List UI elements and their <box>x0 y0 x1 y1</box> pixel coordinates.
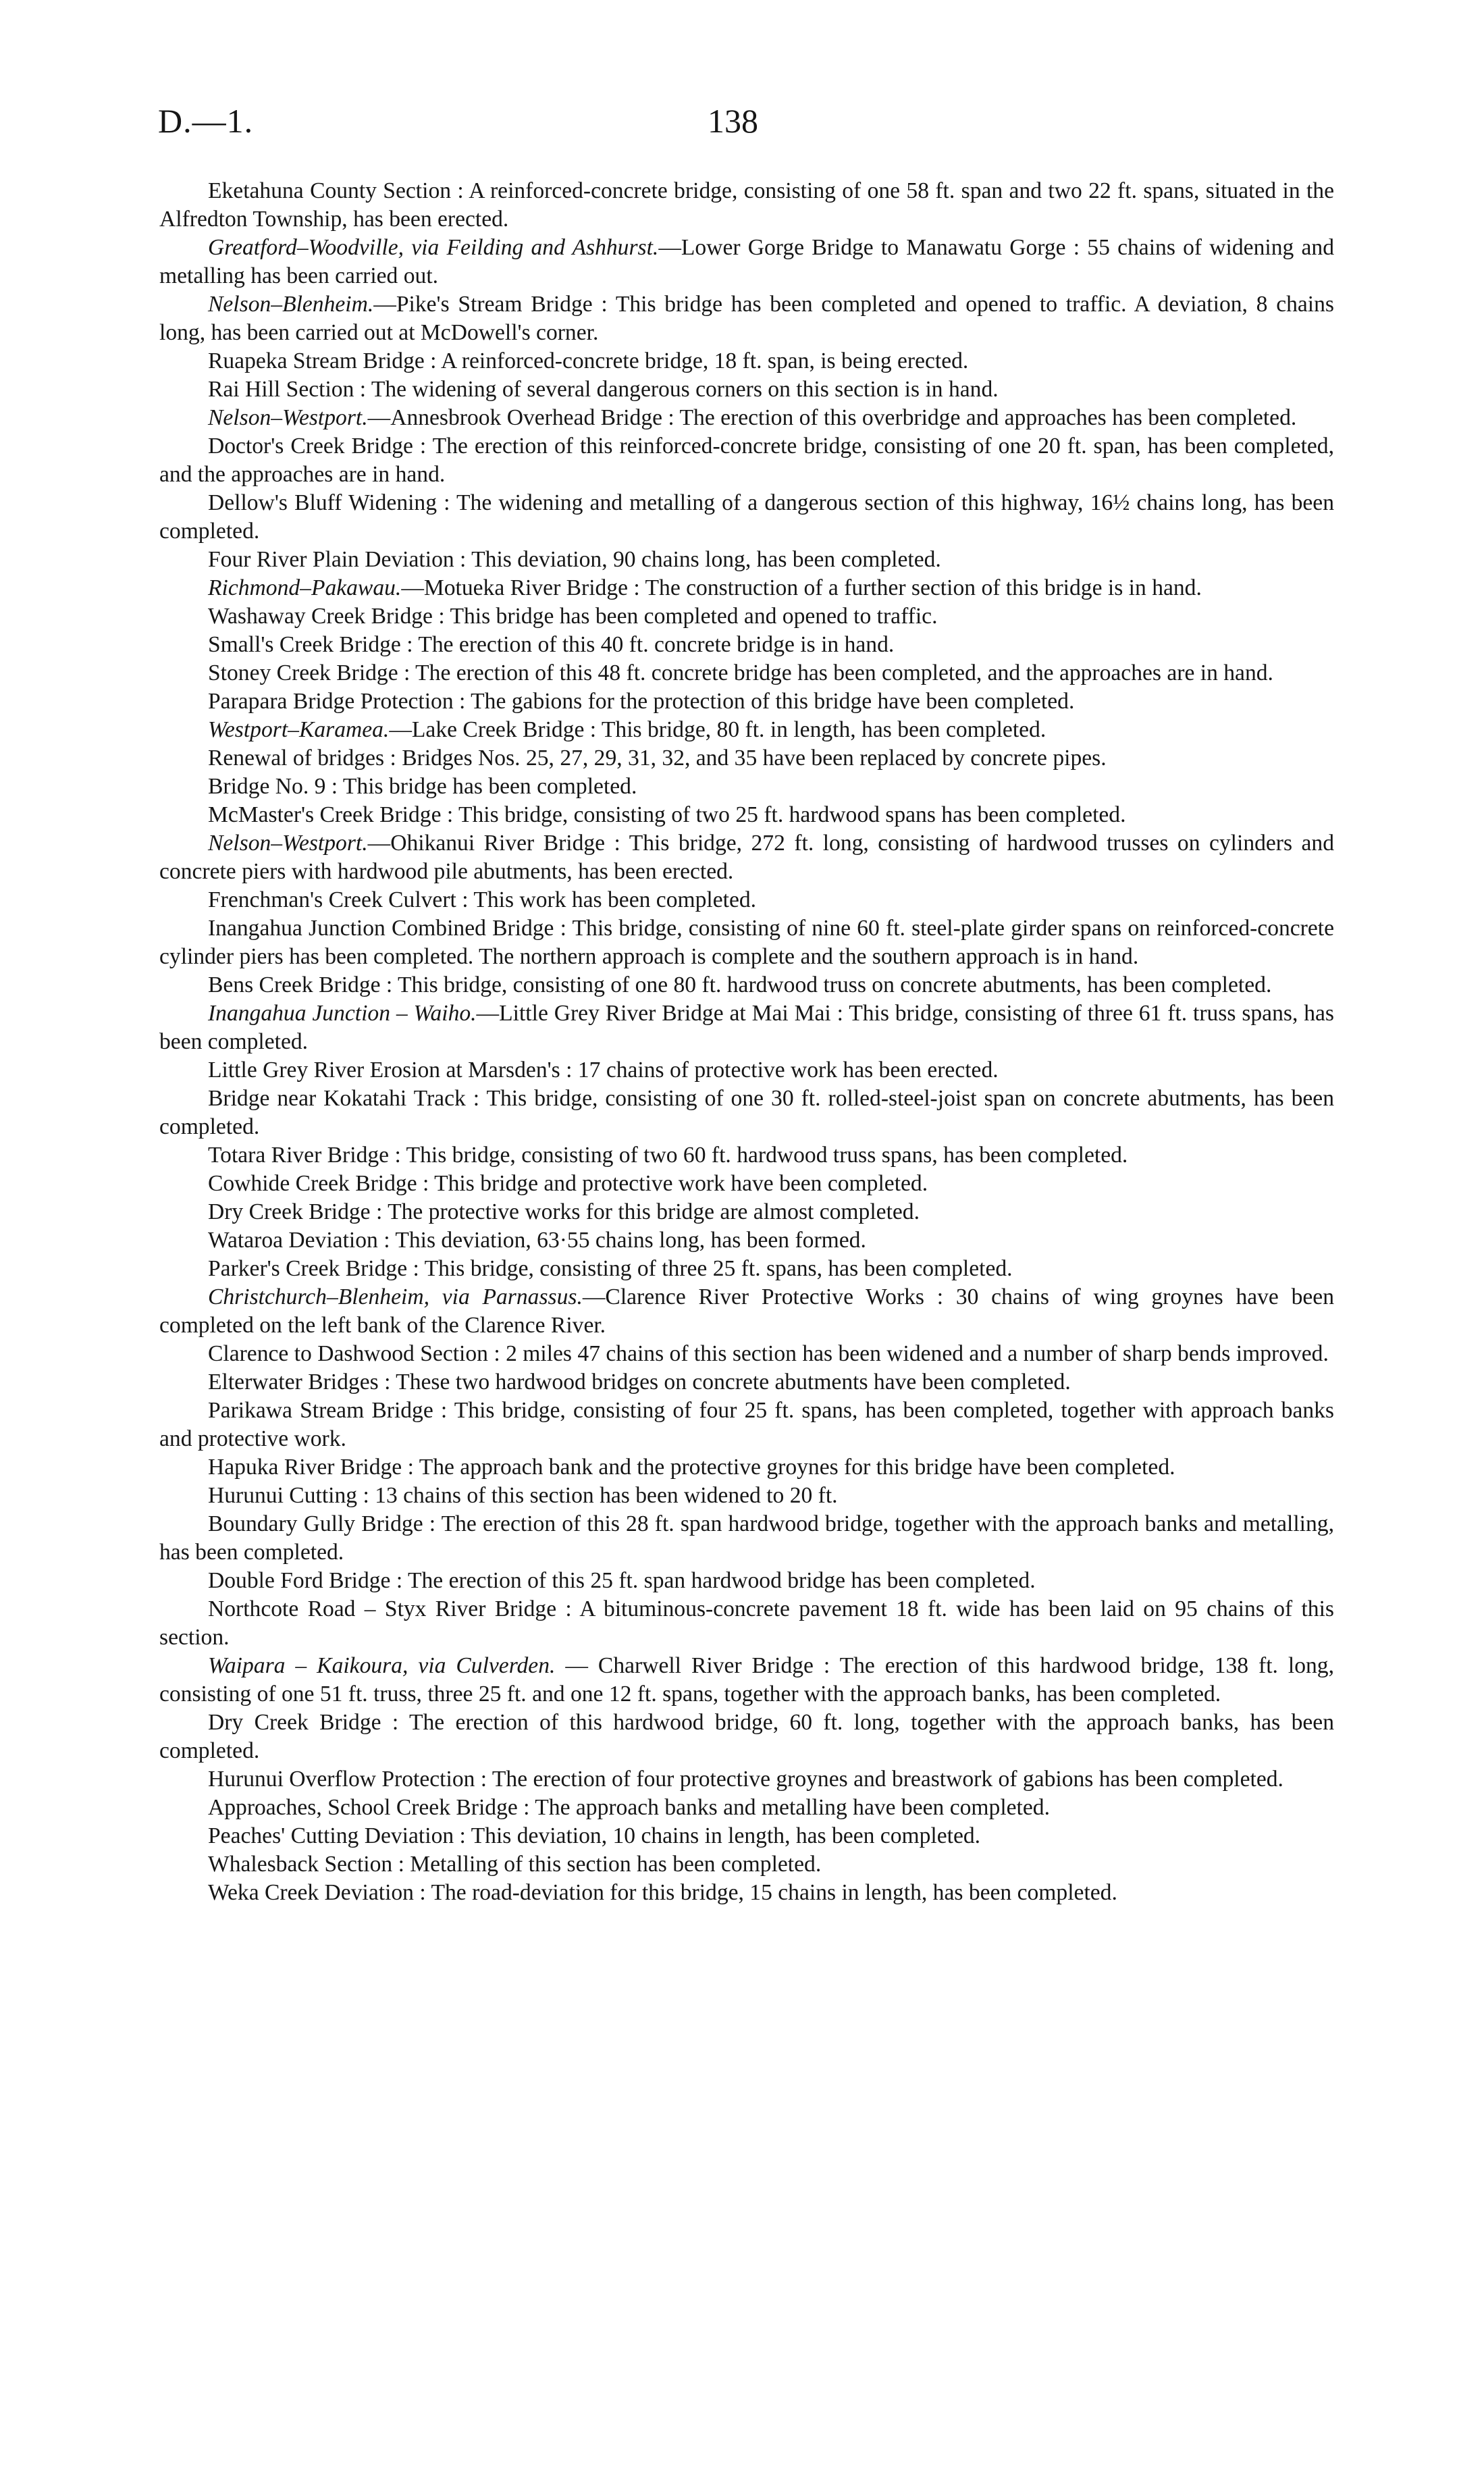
paragraph-text: Renewal of bridges : Bridges Nos. 25, 27, 29, 31, 32, and 35 have been replaced by concrete pipes. <box>208 746 1107 771</box>
paragraph-text: Hurunui Cutting : 13 chains of this section has been widened to 20 ft. <box>208 1483 838 1508</box>
paragraph <box>159 801 1334 829</box>
document-reference: D.—1. <box>158 102 254 140</box>
paragraph <box>159 1794 1334 1822</box>
paragraph-text: Dry Creek Bridge : The erection of this hardwood bridge, 60 ft. long, together with the approach banks, has been completed. <box>159 1710 1334 1763</box>
paragraph-text: —Clarence River Protective Works : 30 chains of wing groynes have been completed on the left bank of the Clarence River. <box>159 1284 1334 1338</box>
paragraph-text: Northcote Road – Styx River Bridge : A bituminous-concrete pavement 18 ft. wide has been laid on 95 chains of this section. <box>159 1596 1334 1650</box>
paragraph-text: —Ohikanui River Bridge : This bridge, 272 ft. long, consisting of hardwood trusses on cylinders and concrete piers with hardwood pile abutments, has been erected. <box>159 831 1334 884</box>
paragraph-text: Ruapeka Stream Bridge : A reinforced-concrete bridge, 18 ft. span, is being erected. <box>208 348 969 373</box>
paragraph <box>159 574 1334 602</box>
paragraph <box>159 375 1334 404</box>
paragraph-text: —Annesbrook Overhead Bridge : The erection of this overbridge and approaches has been completed. <box>367 405 1297 430</box>
paragraph-text: —Lake Creek Bridge : This bridge, 80 ft. in length, has been completed. <box>389 717 1046 742</box>
report-body <box>159 177 1334 1907</box>
paragraph-text: Elterwater Bridges : These two hardwood bridges on concrete abutments have been completed. <box>208 1370 1071 1395</box>
paragraph-text: Double Ford Bridge : The erection of this 25 ft. span hardwood bridge has been completed. <box>208 1568 1036 1593</box>
paragraph <box>159 177 1334 234</box>
paragraph <box>159 914 1334 971</box>
paragraph-text: Four River Plain Deviation : This deviation, 90 chains long, has been completed. <box>208 547 941 572</box>
paragraph <box>159 1482 1334 1510</box>
paragraph-text: —Motueka River Bridge : The construction of a further section of this bridge is in hand. <box>401 575 1202 600</box>
paragraph <box>159 546 1334 574</box>
paragraph-text: —Pike's Stream Bridge : This bridge has been completed and opened to traffic. A deviation, 8 chains long, has been carried out at McDowell's corner. <box>159 292 1334 345</box>
paragraph <box>159 886 1334 914</box>
paragraph <box>159 602 1334 631</box>
paragraph-text: Washaway Creek Bridge : This bridge has been completed and opened to traffic. <box>208 604 938 629</box>
paragraph-text: Hurunui Overflow Protection : The erection of four protective groynes and breastwork of gabions has been completed. <box>208 1767 1283 1792</box>
section-heading: Richmond–Pakawau. <box>208 575 402 600</box>
section-heading: Nelson–Westport. <box>208 831 368 856</box>
paragraph <box>159 1453 1334 1482</box>
section-heading: Nelson–Westport. <box>208 405 368 430</box>
paragraph-text: Small's Creek Bridge : The erection of this 40 ft. concrete bridge is in hand. <box>208 632 895 657</box>
paragraph-text: Bridge No. 9 : This bridge has been completed. <box>208 774 637 799</box>
section-heading: Christchurch–Blenheim, via Parnassus. <box>208 1284 583 1309</box>
paragraph-text: Frenchman's Creek Culvert : This work has been completed. <box>208 887 757 912</box>
paragraph <box>159 404 1334 432</box>
paragraph <box>159 1198 1334 1226</box>
paragraph <box>159 971 1334 999</box>
paragraph <box>159 1510 1334 1567</box>
paragraph <box>159 1397 1334 1453</box>
paragraph-text: Bridge near Kokatahi Track : This bridge, consisting of one 30 ft. rolled-steel-joist span on concrete abutments, has been completed. <box>159 1086 1334 1139</box>
paragraph-text: Parker's Creek Bridge : This bridge, consisting of three 25 ft. spans, has been completed. <box>208 1256 1013 1281</box>
paragraph <box>159 716 1334 744</box>
paragraph-text: Little Grey River Erosion at Marsden's : 17 chains of protective work has been erected. <box>208 1058 999 1083</box>
paragraph-text: Stoney Creek Bridge : The erection of this 48 ft. concrete bridge has been completed, and the approaches are in hand. <box>208 660 1273 685</box>
paragraph <box>159 290 1334 347</box>
paragraph-text: Approaches, School Creek Bridge : The approach banks and metalling have been completed. <box>208 1795 1050 1820</box>
section-heading: Inangahua Junction – Waiho. <box>208 1001 477 1026</box>
paragraph-text: Eketahuna County Section : A reinforced-concrete bridge, consisting of one 58 ft. span and two 22 ft. spans, situated in the Alfredton Township, has been erected. <box>159 178 1334 232</box>
paragraph-text: Dellow's Bluff Widening : The widening and metalling of a dangerous section of this highway, 16½ chains long, has been completed. <box>159 490 1334 544</box>
paragraph <box>159 659 1334 687</box>
paragraph <box>159 1879 1334 1907</box>
paragraph <box>159 1567 1334 1595</box>
paragraph <box>159 1822 1334 1850</box>
paragraph <box>159 1283 1334 1340</box>
paragraph <box>159 1170 1334 1198</box>
paragraph-text: Dry Creek Bridge : The protective works for this bridge are almost completed. <box>208 1199 920 1224</box>
paragraph <box>159 347 1334 375</box>
paragraph <box>159 631 1334 659</box>
paragraph <box>159 999 1334 1056</box>
section-heading: Westport–Karamea. <box>208 717 390 742</box>
paragraph-text: Inangahua Junction Combined Bridge : This bridge, consisting of nine 60 ft. steel-plate girder spans on reinforced-concrete cylinder piers has been completed. The northern approach is complete and the southern approach is in hand. <box>159 916 1334 969</box>
paragraph-text: Totara River Bridge : This bridge, consisting of two 60 ft. hardwood truss spans, has been completed. <box>208 1143 1128 1168</box>
paragraph <box>159 744 1334 773</box>
section-heading: Greatford–Woodville, via Feilding and Ashhurst. <box>208 235 659 260</box>
paragraph <box>159 1368 1334 1397</box>
paragraph <box>159 773 1334 801</box>
section-heading: Waipara – Kaikoura, via Culverden. <box>208 1653 556 1678</box>
paragraph <box>159 1226 1334 1255</box>
paragraph <box>159 1765 1334 1794</box>
paragraph-text: Bens Creek Bridge : This bridge, consisting of one 80 ft. hardwood truss on concrete abutments, has been completed. <box>208 972 1272 997</box>
page-number: 138 <box>708 102 758 140</box>
paragraph-text: —Little Grey River Bridge at Mai Mai : This bridge, consisting of three 61 ft. truss spans, has been completed. <box>159 1001 1334 1054</box>
paragraph-text: Cowhide Creek Bridge : This bridge and protective work have been completed. <box>208 1171 928 1196</box>
paragraph <box>159 1652 1334 1709</box>
paragraph-text: McMaster's Creek Bridge : This bridge, consisting of two 25 ft. hardwood spans has been completed. <box>208 802 1126 827</box>
paragraph <box>159 1056 1334 1085</box>
paragraph <box>159 1255 1334 1283</box>
paragraph-text: Parapara Bridge Protection : The gabions for the protection of this bridge have been completed. <box>208 689 1075 714</box>
paragraph-text: — Charwell River Bridge : The erection of this hardwood bridge, 138 ft. long, consisting of one 51 ft. truss, three 25 ft. and one 12 ft. spans, together with the approach banks, has been completed. <box>159 1653 1334 1707</box>
paragraph <box>159 1141 1334 1170</box>
paragraph-text: Clarence to Dashwood Section : 2 miles 47 chains of this section has been widened and a number of sharp bends improved. <box>208 1341 1329 1366</box>
paragraph-text: Doctor's Creek Bridge : The erection of this reinforced-concrete bridge, consisting of one 20 ft. span, has been completed, and the approaches are in hand. <box>159 434 1334 487</box>
paragraph-text: Parikawa Stream Bridge : This bridge, consisting of four 25 ft. spans, has been completed, together with approach banks and protective work. <box>159 1398 1334 1451</box>
paragraph-text: Peaches' Cutting Deviation : This deviation, 10 chains in length, has been completed. <box>208 1823 981 1848</box>
paragraph <box>159 687 1334 716</box>
paragraph <box>159 432 1334 489</box>
paragraph <box>159 1085 1334 1141</box>
paragraph <box>159 489 1334 546</box>
paragraph-text: Wataroa Deviation : This deviation, 63·55 chains long, has been formed. <box>208 1228 866 1253</box>
paragraph-text: Rai Hill Section : The widening of several dangerous corners on this section is in hand. <box>208 377 999 402</box>
paragraph-text: Boundary Gully Bridge : The erection of this 28 ft. span hardwood bridge, together with the approach banks and metalling, has been completed. <box>159 1511 1334 1565</box>
paragraph <box>159 1595 1334 1652</box>
paragraph <box>159 1709 1334 1765</box>
paragraph <box>159 829 1334 886</box>
paragraph <box>159 234 1334 290</box>
paragraph <box>159 1850 1334 1879</box>
paragraph <box>159 1340 1334 1368</box>
paragraph-text: Weka Creek Deviation : The road-deviation for this bridge, 15 chains in length, has been completed. <box>208 1880 1117 1905</box>
paragraph-text: Whalesback Section : Metalling of this section has been completed. <box>208 1852 822 1877</box>
section-heading: Nelson–Blenheim. <box>208 292 374 317</box>
paragraph-text: —Lower Gorge Bridge to Manawatu Gorge : 55 chains of widening and metalling has been carried out. <box>159 235 1334 288</box>
paragraph-text: Hapuka River Bridge : The approach bank and the protective groynes for this bridge have been completed. <box>208 1455 1175 1480</box>
